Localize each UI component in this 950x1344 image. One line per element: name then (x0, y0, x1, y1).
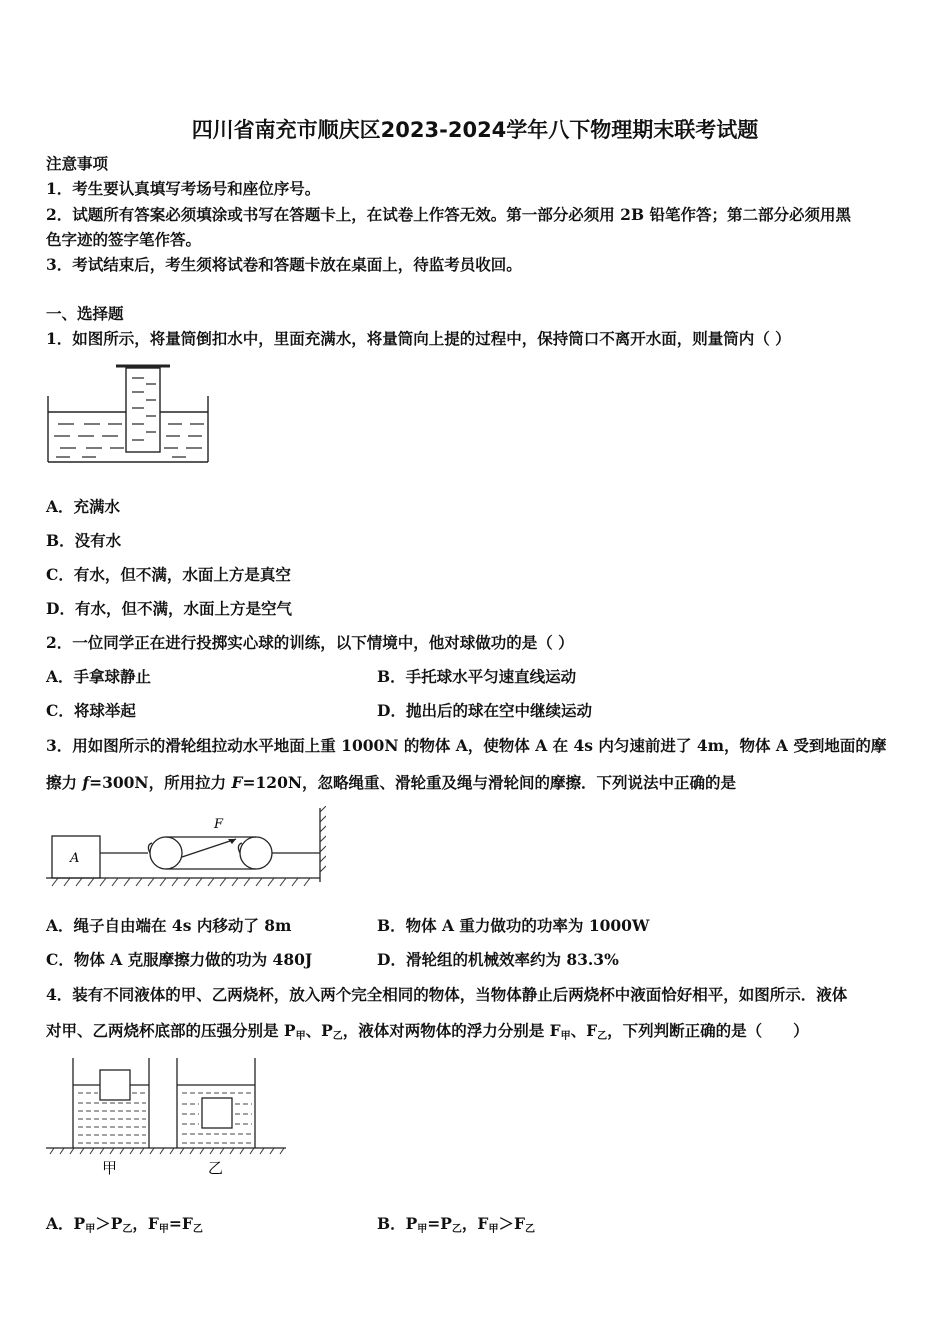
q3-stem-line1: 3．用如图所示的滑轮组拉动水平地面上重 1000N 的物体 A，使物体 A 在 4s 内匀速前进了 4m，物体 A 受到地面的摩 (46, 736, 887, 755)
q4b-sub: 乙 (524, 1224, 535, 1235)
q4-text: 、F (570, 1021, 598, 1040)
q3-figure (46, 806, 326, 888)
q4b-sub: 乙 (451, 1224, 462, 1235)
q4-subscript: 甲 (295, 1031, 306, 1042)
q1-option-b: B．没有水 (46, 531, 122, 550)
q4b-text: =P (427, 1214, 452, 1233)
q1-option-d: D．有水，但不满，水面上方是空气 (46, 599, 292, 618)
page-title: 四川省南充市顺庆区2023-2024学年八下物理期末联考试题 (191, 118, 759, 142)
q3-block-label: A (70, 851, 80, 866)
q4a-text: =F (168, 1214, 193, 1233)
q4-stem-line2 (46, 1019, 809, 1042)
q1-option-a: A．充满水 (46, 497, 121, 516)
q2-option-b: B．手托球水平匀速直线运动 (377, 667, 577, 686)
q3-text: =300N，所用拉力 (89, 773, 232, 792)
q3-text: 擦力 (46, 773, 83, 792)
q3-force-label: F (214, 817, 224, 832)
q4a-sub: 甲 (158, 1224, 169, 1235)
q3-option-b: B．物体 A 重力做功的功率为 1000W (377, 916, 650, 935)
q1-stem: 1．如图所示，将量筒倒扣水中，里面充满水，将量筒向上提的过程中，保持筒口不离开水面，则量筒内（ ） (46, 329, 791, 348)
q4-option-a (46, 1212, 203, 1235)
q4-stem-line1: 4．装有不同液体的甲、乙两烧杯，放入两个完全相同的物体，当物体静止后两烧杯中液面恰好相平，如图所示．液体 (46, 985, 848, 1004)
q4-label-yi: 乙 (208, 1159, 224, 1177)
q4b-sub: 甲 (488, 1224, 499, 1235)
q4b-text: ，F (461, 1214, 489, 1233)
q3-option-d: D．滑轮组的机械效率约为 83.3% (377, 950, 619, 969)
section-heading: 一、选择题 (46, 304, 124, 323)
notice-item: 2．试题所有答案必须填涂或书写在答题卡上，在试卷上作答无效。第一部分必须用 2B 铅笔作答；第二部分必须用黑 (46, 205, 851, 224)
q1-figure (46, 362, 210, 464)
q4-option-b (377, 1212, 535, 1235)
q4a-text: ，F (132, 1214, 159, 1233)
notice-item: 3．考试结束后，考生须将试卷和答题卡放在桌面上，待监考员收回。 (46, 255, 522, 274)
q2-stem: 2．一位同学正在进行投掷实心球的训练，以下情境中，他对球做功的是（ ） (46, 633, 574, 652)
q4b-text: ＞F (498, 1214, 525, 1233)
q4a-sub: 乙 (192, 1224, 203, 1235)
q2-option-d: D．抛出后的球在空中继续运动 (377, 701, 592, 720)
q4b-text: B．P (377, 1214, 418, 1233)
q3-var-f: f (82, 773, 90, 792)
q3-var-F: F (231, 773, 243, 792)
q3-stem-line2 (46, 771, 736, 793)
q4-text: 对甲、乙两烧杯底部的压强分别是 P (46, 1021, 296, 1040)
q4-text: ，液体对两物体的浮力分别是 F (342, 1021, 561, 1040)
q4-subscript: 乙 (597, 1031, 608, 1042)
q3-option-c: C．物体 A 克服摩擦力做的功为 480J (46, 950, 313, 969)
q1-option-c: C．有水，但不满，水面上方是真空 (46, 565, 291, 584)
q4a-text: ＞P (95, 1214, 123, 1233)
q4-text: 、P (305, 1021, 333, 1040)
q3-option-a: A．绳子自由端在 4s 内移动了 8m (46, 916, 292, 935)
q2-option-a: A．手拿球静止 (46, 667, 152, 686)
q4-subscript: 乙 (332, 1031, 343, 1042)
q4a-sub: 甲 (85, 1224, 96, 1235)
notice-heading: 注意事项 (46, 154, 109, 173)
q4-text: ，下列判断正确的是（ ） (607, 1021, 809, 1040)
q4a-sub: 乙 (122, 1224, 133, 1235)
q4-subscript: 甲 (560, 1031, 571, 1042)
q4-label-jia: 甲 (102, 1159, 118, 1177)
notice-item: 1．考生要认真填写考场号和座位序号。 (46, 179, 321, 198)
notice-item: 色字迹的签字笔作答。 (46, 230, 202, 249)
q4b-sub: 甲 (417, 1224, 428, 1235)
q4-figure (46, 1056, 286, 1180)
q3-text: =120N，忽略绳重、滑轮重及绳与滑轮间的摩擦．下列说法中正确的是 (242, 773, 737, 792)
q4a-text: A．P (46, 1214, 86, 1233)
q2-option-c: C．将球举起 (46, 701, 136, 720)
